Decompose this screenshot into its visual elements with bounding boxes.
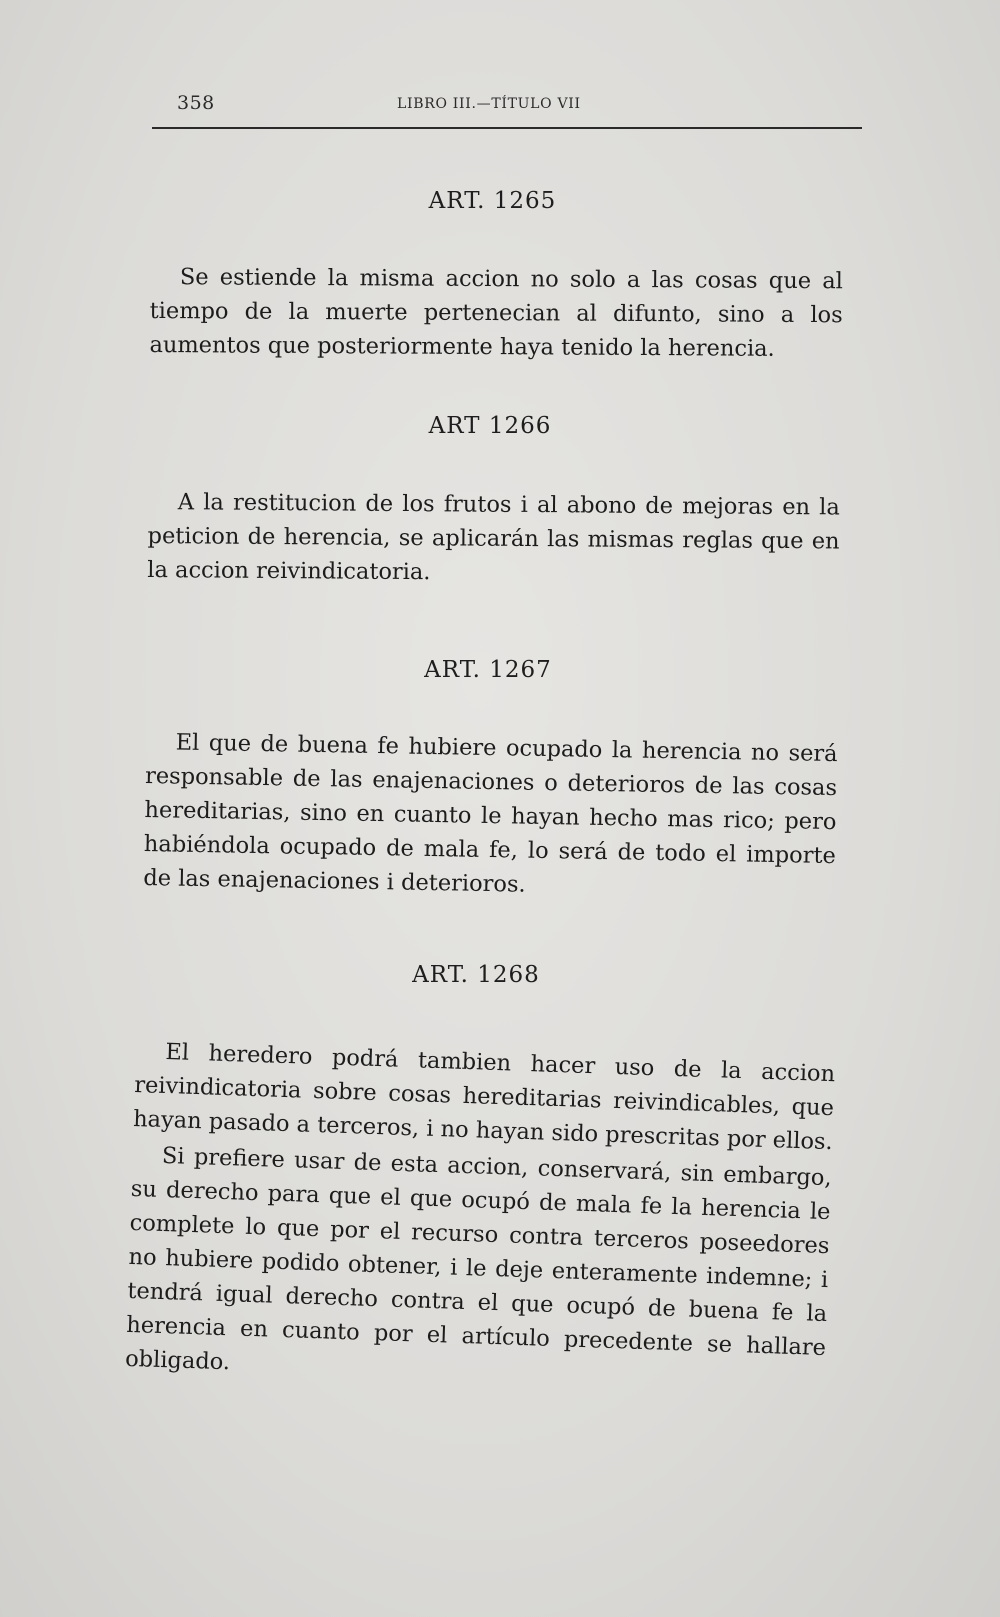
article-text [125,1034,836,1399]
page-number: 358 [177,92,215,114]
article-paragraph: Si prefiere usar de esta accion, conservará, sin embargo, su derecho para que el que ocupó de mala fe la herencia le complete lo que por el recurso contra terceros poseedores no hubiere podido obtener, i le deje enteramente indemne; i tendrá igual derecho contra el que ocupó de buena fe la herencia en cuanto por el artículo precedente se hallare obligado. [124,1142,833,1376]
article-paragraph: A la restitucion de los frutos i al abono de mejoras en la peticion de herencia, se aplicarán las mismas reglas que en la accion reivindicatoria. [147,489,840,586]
article-1267 [143,657,838,898]
article-heading: ART. 1265 [428,188,557,214]
article-text [143,725,838,907]
article-1265 [150,188,843,362]
article-paragraph: El heredero podrá tambien hacer uso de la accion reivindicatoria sobre cosas hereditarias reivindicables, que hayan pasado a terceros, i no hayan sido prescritas por ellos. [132,1038,836,1156]
page-header [152,88,862,128]
article-paragraph: El que de buena fe hubiere ocupado la herencia no será responsable de las enajenaciones o deterioros de las cosas hereditarias, sino en cuanto le hayan hecho mas rico; pero habiéndola ocupado de mala fe, lo será de todo el importe de las enajenaciones i deterioros. [143,729,838,898]
header-rule [152,127,862,129]
article-heading: ART. 1267 [424,657,552,683]
article-1266 [148,413,840,587]
running-head: LIBRO III.—TÍTULO VII [397,96,581,112]
article-heading: ART 1266 [428,413,552,439]
article-heading: ART. 1268 [412,962,540,988]
article-paragraph: Se estiende la misma accion no solo a las cosas que al tiempo de la muerte pertenecian al difunto, sino a los aumentos que posteriormente haya tenido la herencia. [149,264,843,362]
article-text [149,260,843,366]
article-text [147,485,840,592]
article-1268 [124,962,836,1376]
